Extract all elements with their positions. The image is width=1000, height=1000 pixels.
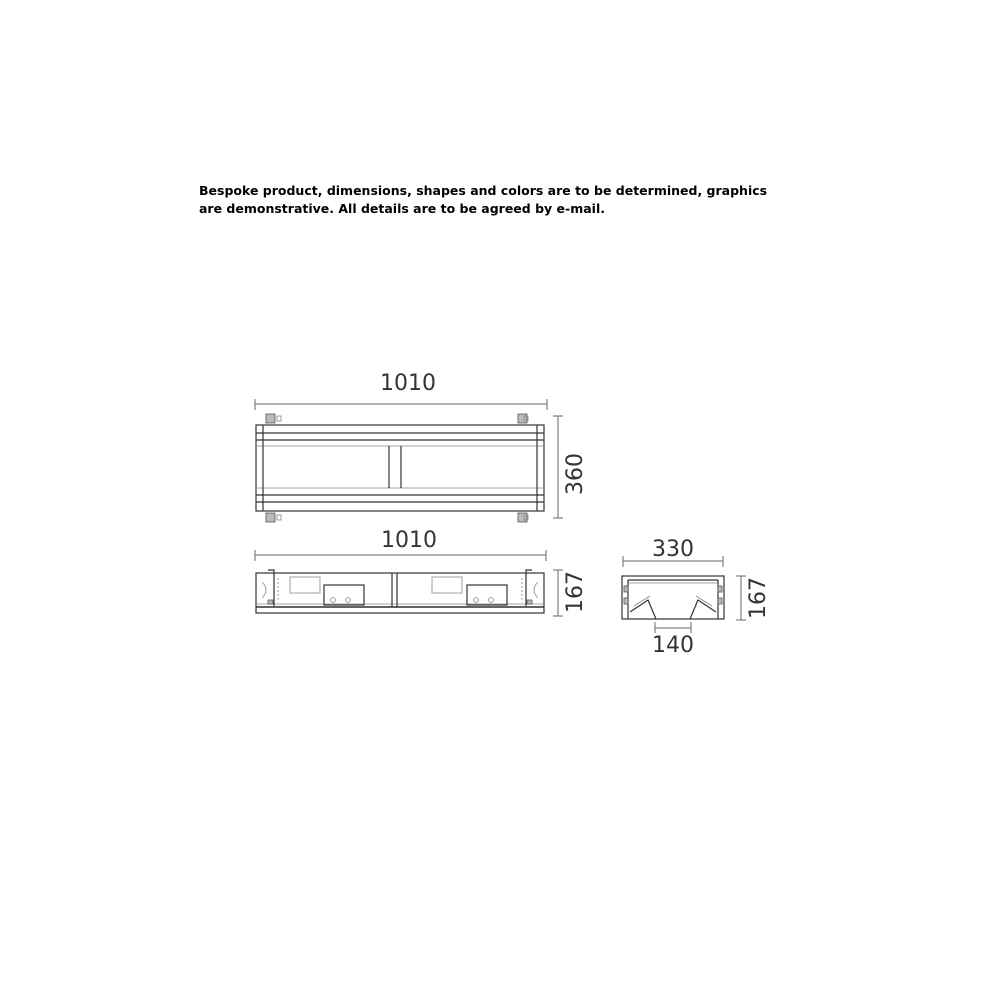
top-body-outline bbox=[256, 425, 544, 511]
disclaimer-line-1: Bespoke product, dimensions, shapes and colors are to be determined, graphics bbox=[199, 183, 768, 198]
top-depth-label: 360 bbox=[563, 453, 588, 495]
front-width-label: 1010 bbox=[381, 528, 437, 553]
front-driver-right bbox=[467, 585, 507, 605]
front-housing-outline bbox=[256, 573, 544, 607]
top-width-label: 1010 bbox=[380, 371, 436, 396]
front-driver-left bbox=[324, 585, 364, 605]
front-diffuser bbox=[256, 607, 544, 613]
front-view bbox=[255, 528, 588, 616]
side-height-label: 167 bbox=[746, 577, 771, 619]
side-profile-outline bbox=[622, 576, 724, 619]
side-bottom-width-label: 140 bbox=[652, 633, 694, 658]
side-reflector-right bbox=[690, 600, 716, 619]
side-top-width-label: 330 bbox=[652, 537, 694, 562]
side-view bbox=[622, 537, 771, 658]
top-view bbox=[255, 371, 588, 522]
top-mounting-clips bbox=[266, 414, 528, 522]
front-height-label: 167 bbox=[563, 571, 588, 613]
disclaimer-line-2: are demonstrative. All details are to be agreed by e-mail. bbox=[199, 201, 605, 216]
side-reflector-left bbox=[630, 600, 656, 619]
